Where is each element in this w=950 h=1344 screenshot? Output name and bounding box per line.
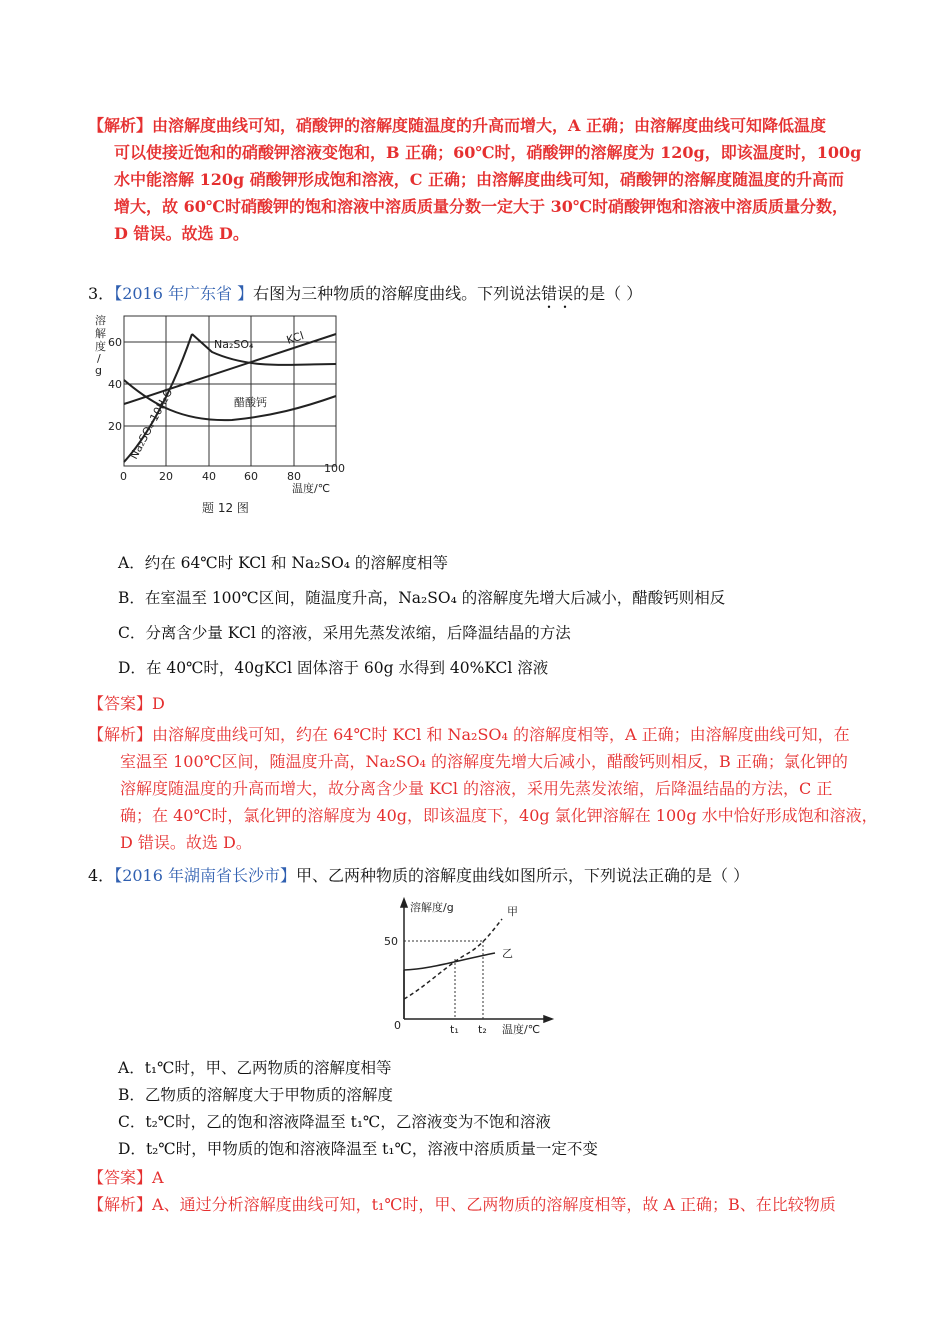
option-a: A．t₁℃时，甲、乙两物质的溶解度相等	[118, 1059, 392, 1077]
xtick: 0	[120, 470, 127, 483]
answer-q4: 【答案】A	[88, 1168, 164, 1187]
ylabel-char: 溶	[95, 314, 106, 327]
label-calcium-acetate: 醋酸钙	[234, 396, 267, 409]
label-na2so4-10h2o: Na₂SO₄·10H₂O	[127, 386, 176, 462]
analysis-line: D 错误。故选 D。	[114, 224, 249, 243]
label-jia: 甲	[507, 905, 518, 918]
ylabel-char: g	[95, 364, 102, 377]
analysis-line: D 错误。故选 D。	[120, 833, 252, 852]
analysis-line: 室温至 100℃区间，随温度升高，Na₂SO₄ 的溶解度先增大后减小，醋酸钙则相反，B 正确；氯化钾的	[120, 752, 848, 771]
ytick: 40	[108, 378, 122, 391]
xlabel: 温度/℃	[502, 1023, 541, 1035]
option-d: D．在 40℃时，40gKCl 固体溶于 60g 水得到 40%KCl 溶液	[118, 659, 549, 677]
analysis-q4: 【解析】A、通过分析溶解度曲线可知，t₁℃时，甲、乙两物质的溶解度相等，故 A 正确；B、在比较物质	[88, 1195, 836, 1214]
question-source: 【2016 年湖南省长沙市】	[114, 866, 296, 885]
xtick: 20	[159, 470, 173, 483]
curve-yi	[404, 953, 495, 970]
option-a: A．约在 64℃时 KCl 和 Na₂SO₄ 的溶解度相等	[118, 554, 448, 572]
analysis-line: 确；在 40℃时，氯化钾的溶解度为 40g，即该温度下，40g 氯化钾溶解在 100g 水中恰好形成饱和溶液，	[120, 806, 878, 825]
analysis-q3: 【解析】由溶解度曲线可知，约在 64℃时 KCl 和 Na₂SO₄ 的溶解度相等，A 正确；由溶解度曲线可知，在 室温至 100℃区间，随温度升高，Na₂SO₄ 的溶解度先增大后减小，醋酸钙则相反，B 正确；氯化钾的 溶解度随温度的升高而增大，故分离含少量 KCl 的溶液，采用先蒸发浓缩，后降温结晶的方法，C 正 确；在 40℃时，氯化钾的溶解度为 40g，即该温度下，40g 氯化钾溶解在 100g 水中恰好形成饱和溶液， D 错误。故选 D。	[88, 721, 888, 856]
xlabel: 温度/℃	[292, 482, 331, 495]
ytick: 20	[108, 420, 122, 433]
xtick-t1: t₁	[450, 1023, 459, 1035]
option-b: B．乙物质的溶解度大于甲物质的溶解度	[118, 1086, 393, 1104]
solubility-chart-q4	[380, 895, 560, 1035]
figure-caption: 题 12 图	[202, 501, 249, 515]
analysis-line: 【解析】由溶解度曲线可知，硝酸钾的溶解度随温度的升高而增大，A 正确；由溶解度曲线可知降低温度	[88, 116, 827, 135]
xtick-t2: t₂	[478, 1023, 487, 1035]
option-d: D．t₂℃时，甲物质的饱和溶液降温至 t₁℃，溶液中溶质质量一定不变	[118, 1140, 598, 1158]
xtick: 40	[202, 470, 216, 483]
analysis-line: 增大，故 60℃时硝酸钾的饱和溶液中溶质质量分数一定大于 30℃时硝酸钾饱和溶液中溶质质量分数，	[114, 197, 849, 216]
ytick: 60	[108, 336, 122, 349]
ylabel-char: 解	[95, 327, 106, 340]
analysis-line: 溶解度随温度的升高而增大，故分离含少量 KCl 的溶液，采用先蒸发浓缩，后降温结晶的方法，C 正	[120, 779, 833, 798]
question-number: 3．	[88, 284, 115, 303]
xtick: 80	[287, 470, 301, 483]
label-kcl: KCl	[284, 329, 306, 347]
analysis-block-prev	[88, 112, 888, 247]
xtick: 60	[244, 470, 258, 483]
option-b: B．在室温至 100℃区间，随温度升高，Na₂SO₄ 的溶解度先增大后减小，醋酸钙则相反	[118, 589, 726, 607]
question-4-stem: 4．【2016 年湖南省长沙市】甲、乙两种物质的溶解度曲线如图所示，下列说法正确的是（ ）	[88, 866, 750, 885]
analysis-line: 可以使接近饱和的硝酸钾溶液变饱和，B 正确；60℃时，硝酸钾的溶解度为 120g，即该温度时，100g	[114, 143, 862, 162]
ylabel: 溶解度/g	[410, 901, 454, 914]
x-arrow	[544, 1016, 552, 1022]
answer-q3: 【答案】D	[88, 694, 165, 713]
curve-jia	[404, 919, 502, 999]
option-c: C．分离含少量 KCl 的溶液，采用先蒸发浓缩，后降温结晶的方法	[118, 624, 571, 642]
emphasis-word: 错误	[541, 284, 574, 303]
ylabel-char: 度	[95, 340, 106, 353]
xtick: 100	[324, 462, 345, 475]
question-number: 4．	[88, 866, 115, 885]
origin: 0	[394, 1019, 401, 1032]
y-arrow	[401, 899, 407, 907]
analysis-tag: 【解析】	[88, 116, 153, 135]
option-c: C．t₂℃时，乙的饱和溶液降温至 t₁℃，乙溶液变为不饱和溶液	[118, 1113, 551, 1131]
label-yi: 乙	[502, 947, 513, 960]
question-source: 【2016 年广东省 】	[114, 284, 254, 303]
label-na2so4: Na₂SO₄	[214, 338, 254, 351]
ylabel-char: /	[97, 352, 101, 365]
ytick-50: 50	[384, 935, 398, 948]
question-3-stem: 3．【2016 年广东省 】右图为三种物质的溶解度曲线。下列说法错误的是（ ）	[88, 284, 643, 303]
analysis-line: 水中能溶解 120g 硝酸钾形成饱和溶液，C 正确；由溶解度曲线可知，硝酸钾的溶解度随温度的升高而	[114, 170, 845, 189]
solubility-chart-q3	[92, 312, 352, 524]
